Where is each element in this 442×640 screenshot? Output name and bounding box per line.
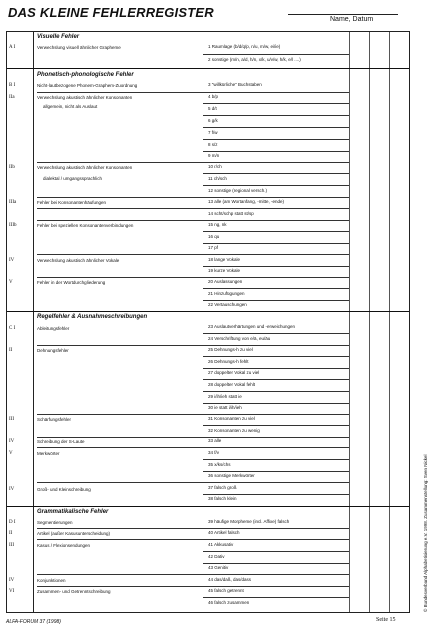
error-description: Dehnungsfehler — [37, 348, 69, 353]
error-item: 26 Dehnungs-h fehlt — [208, 359, 249, 364]
error-item: 38 falsch klein — [208, 496, 237, 501]
error-item: 17 pf — [208, 245, 219, 250]
error-item: 2 sonstige (m/n, a/d, h/n, x/k, u/v/w, h/k, e/l ....) — [208, 57, 301, 62]
code-label: V — [9, 451, 13, 456]
code-label: IIIb — [9, 223, 17, 228]
code-label: V — [9, 280, 13, 285]
error-item: 10 r/ch — [208, 164, 222, 169]
code-label: III — [9, 543, 14, 548]
code-label: D I — [9, 520, 16, 525]
section-title: Phonetisch-phonologische Fehler — [37, 72, 134, 78]
error-description: Fehler in der Wortdurchgliederung — [37, 280, 106, 285]
error-description: Verwechslung visuell ähnlicher Grapheme — [37, 45, 121, 50]
error-item: 41 Akkusativ — [208, 542, 234, 547]
name-date-line — [288, 14, 398, 15]
section-title: Visuelle Fehler — [37, 34, 80, 40]
page-title: DAS KLEINE FEHLERREGISTER — [8, 5, 214, 20]
code-label: IIa — [9, 95, 15, 100]
section-title: Regelfehler & Ausnahmeschreibungen — [37, 314, 148, 320]
error-item: 42 Dativ — [208, 554, 225, 559]
error-description: Verwechslung akustisch ähnlicher Konsonanten — [37, 95, 133, 100]
error-description: Verwechslung akustisch ähnlicher Vokale — [37, 258, 120, 263]
error-item: 11 ch/sch — [208, 176, 227, 181]
error-item: 23 Auslautverhärtungen und -erweichungen — [208, 324, 296, 329]
error-description: Konjunktionen — [37, 578, 66, 583]
error-item: 12 sonstige (regional versch.) — [208, 188, 268, 193]
error-item: 44 das/daß, das/dass — [208, 577, 252, 582]
error-item: 36 sonstige Merkwörter — [208, 473, 255, 478]
error-item: 4 b/p — [208, 94, 219, 99]
error-item: 43 Genitiv — [208, 565, 229, 570]
code-label: IV — [9, 487, 15, 492]
code-label: B I — [9, 83, 16, 88]
error-item: 22 Vertauschungen — [208, 302, 247, 307]
code-label: III — [9, 417, 14, 422]
tally-column-divider — [389, 32, 390, 612]
error-item: 32 Konsonanten zu wenig — [208, 428, 260, 433]
code-label: IV — [9, 258, 15, 263]
error-description: Nicht-lautbezogene Phonem-Graphem-Zuordnung — [37, 83, 138, 88]
error-item: 37 falsch groß — [208, 485, 237, 490]
error-description: Zusammen- und Getrenntschreibung — [37, 589, 111, 594]
error-description: Fehler bei Konsonantenhäufungen — [37, 200, 107, 205]
code-label: IIIa — [9, 200, 17, 205]
code-column-divider — [33, 32, 34, 612]
journal-reference: ALFA-FORUM 37 (1998) — [6, 619, 61, 625]
error-item: 15 ng, nk — [208, 222, 227, 227]
error-item: 7 f/w — [208, 130, 218, 135]
tally-column-divider — [349, 32, 350, 612]
error-item: 16 qu — [208, 234, 220, 239]
code-label: II — [9, 531, 13, 536]
name-date-label: Name, Datum — [330, 16, 374, 23]
code-label: IIb — [9, 165, 15, 170]
error-item: 34 f/v — [208, 450, 220, 455]
error-item: 28 doppelter Vokal fehlt — [208, 382, 256, 387]
error-item: 9 m/n — [208, 153, 220, 158]
error-item: 20 Auslassungen — [208, 279, 243, 284]
code-label: II — [9, 348, 13, 353]
error-description: Kasus / Flexionsendungen — [37, 543, 91, 548]
error-item: 3 "willkürliche" Buchstaben — [208, 82, 262, 87]
error-item: 29 i/ih/ieh statt ie — [208, 394, 242, 399]
error-item: 1 Raumlage (b/d/q/p, n/u, m/w, ei/ie) — [208, 44, 281, 49]
error-item: 40 Artikel falsch — [208, 530, 240, 535]
error-description: Schärfungsfehler — [37, 417, 72, 422]
error-item: 35 x/ks/chs — [208, 462, 231, 467]
error-description: Groß- und Kleinschreibung — [37, 487, 91, 492]
error-item: 45 falsch getrennt — [208, 588, 244, 593]
error-description: dialektal / umgangssprachlich — [43, 176, 103, 181]
error-item: 31 Konsonanten zu viel — [208, 416, 255, 421]
copyright-text: © Bundesverband Alphabetisierung e.V. 1998. Zusammenstellung: Sven Nickel — [423, 454, 428, 612]
code-label: A I — [9, 45, 16, 50]
error-item: 30 ie statt i/ih/ieh — [208, 405, 242, 410]
error-item: 25 Dehnungs-h zu viel — [208, 347, 253, 352]
error-item: 5 d/t — [208, 106, 217, 111]
error-item: 33 alle — [208, 438, 222, 443]
code-label: VI — [9, 589, 15, 594]
error-item: 19 kurze Vokale — [208, 268, 241, 273]
error-description: Segmentierungen — [37, 520, 73, 525]
error-item: 46 falsch zusammen — [208, 600, 250, 605]
error-item: 39 häufige Morpheme (incl. Affixe) falsch — [208, 519, 290, 524]
error-description: Merkwörter — [37, 451, 60, 456]
error-item: 8 s/z — [208, 142, 218, 147]
section-title: Grammatikalische Fehler — [37, 509, 109, 515]
error-item: 14 scht/schp statt st/sp — [208, 211, 254, 216]
error-item: 21 Hinzufügungen — [208, 291, 245, 296]
code-label: IV — [9, 439, 15, 444]
code-label: IV — [9, 578, 15, 583]
error-description: Verwechslung akustisch ähnlicher Konsonanten — [37, 165, 133, 170]
error-description: Ableitungsfehler — [37, 326, 70, 331]
error-register-table — [6, 31, 410, 613]
error-item: 6 g/k — [208, 118, 218, 123]
error-item: 13 alle (am Wortanfang, -mitte, -ende) — [208, 199, 284, 204]
error-description: allgemein, nicht als Auslaut — [43, 104, 98, 109]
error-description: Schreibung der S-Laute — [37, 439, 85, 444]
tally-column-divider — [369, 32, 370, 612]
error-item: 24 Verschriftung von e/ä, eu/äu — [208, 336, 271, 341]
error-description: Artikel (außer Kasusunterscheidung) — [37, 531, 111, 536]
error-description: Fehler bei speziellen Konsonantenverbindungen — [37, 223, 134, 228]
page-number: Seite 15 — [376, 617, 396, 623]
error-item: 27 doppelter Vokal zu viel — [208, 370, 260, 375]
error-item: 18 lange Vokale — [208, 257, 241, 262]
code-label: C I — [9, 326, 16, 331]
